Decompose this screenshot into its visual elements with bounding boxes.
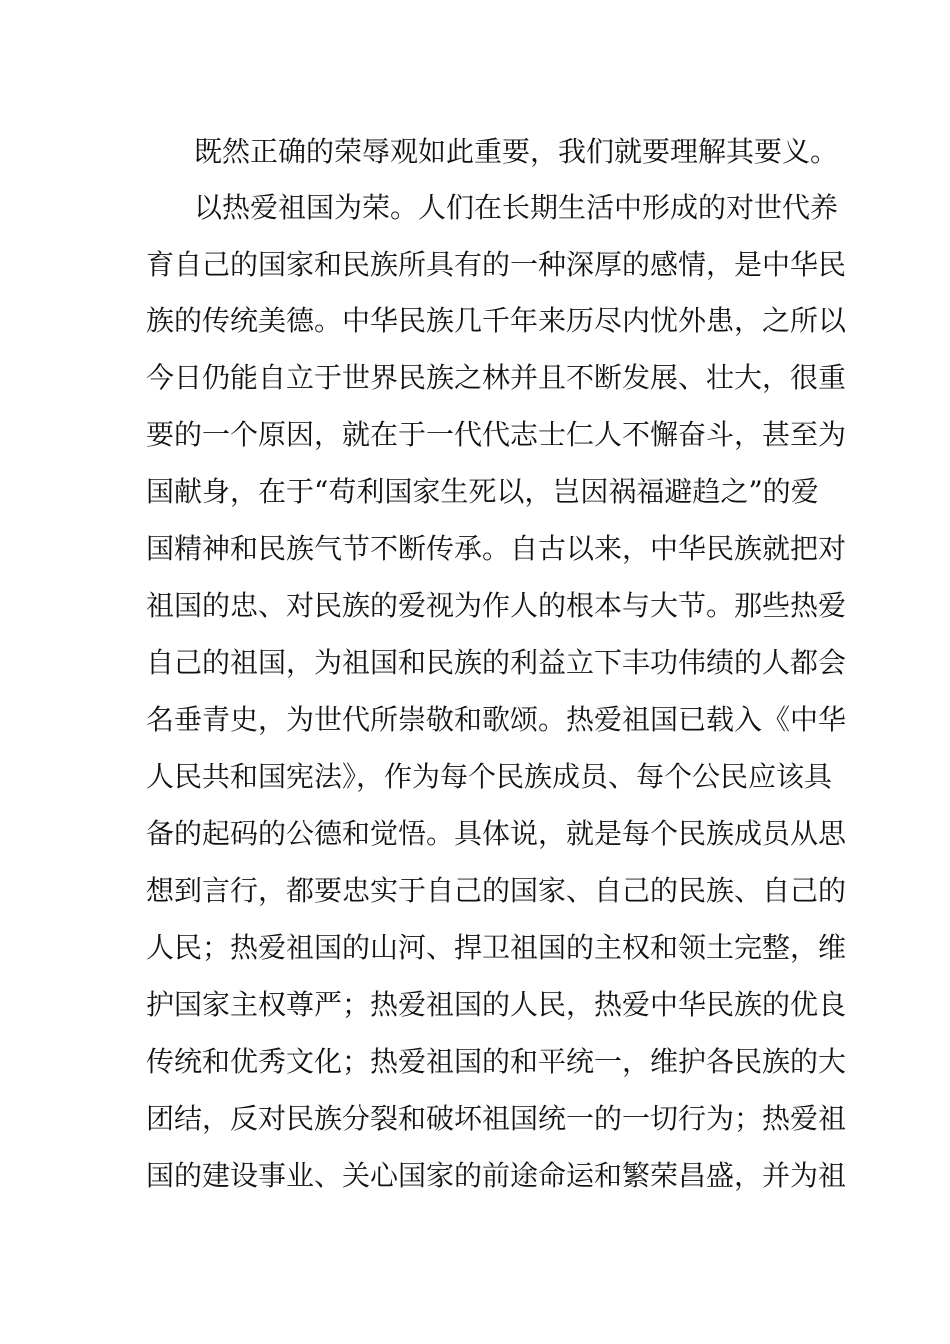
paragraph-line: 既然正确的荣辱观如此重要，我们就要理解其要义。 (194, 135, 839, 168)
paragraph-line: 护国家主权尊严；热爱祖国的人民，热爱中华民族的优良 (146, 988, 847, 1021)
paragraph-line: 育自己的国家和民族所具有的一种深厚的感情，是中华民 (146, 248, 847, 281)
paragraph-line: 传统和优秀文化；热爱祖国的和平统一，维护各民族的大 (146, 1045, 847, 1078)
paragraph-line: 团结，反对民族分裂和破坏祖国统一的一切行为；热爱祖 (146, 1102, 847, 1135)
paragraph-line: 国的建设事业、关心国家的前途命运和繁荣昌盛，并为祖 (146, 1159, 847, 1192)
paragraph-line: 今日仍能自立于世界民族之林并且不断发展、壮大，很重 (146, 361, 847, 394)
paragraph-line: 想到言行，都要忠实于自己的国家、自己的民族、自己的 (146, 874, 847, 907)
paragraph-line: 人民；热爱祖国的山河、捍卫祖国的主权和领土完整，维 (146, 931, 847, 964)
paragraph-line: 名垂青史，为世代所崇敬和歌颂。热爱祖国已载入《中华 (146, 703, 847, 736)
paragraph-line: 国献身，在于“苟利国家生死以，岂因祸福避趋之”的爱 (146, 475, 819, 508)
paragraph-line: 要的一个原因，就在于一代代志士仁人不懈奋斗，甚至为 (146, 418, 847, 451)
paragraph-line: 族的传统美德。中华民族几千年来历尽内忧外患，之所以 (146, 304, 847, 337)
paragraph-line: 人民共和国宪法》，作为每个民族成员、每个公民应该具 (146, 760, 833, 793)
paragraph-line: 自己的祖国，为祖国和民族的利益立下丰功伟绩的人都会 (146, 646, 847, 679)
paragraph-line: 备的起码的公德和觉悟。具体说，就是每个民族成员从思 (146, 817, 847, 850)
paragraph-line: 以热爱祖国为荣。人们在长期生活中形成的对世代养 (194, 191, 839, 224)
paragraph-line: 祖国的忠、对民族的爱视为作人的根本与大节。那些热爱 (146, 589, 847, 622)
paragraph-line: 国精神和民族气节不断传承。自古以来，中华民族就把对 (146, 532, 847, 565)
